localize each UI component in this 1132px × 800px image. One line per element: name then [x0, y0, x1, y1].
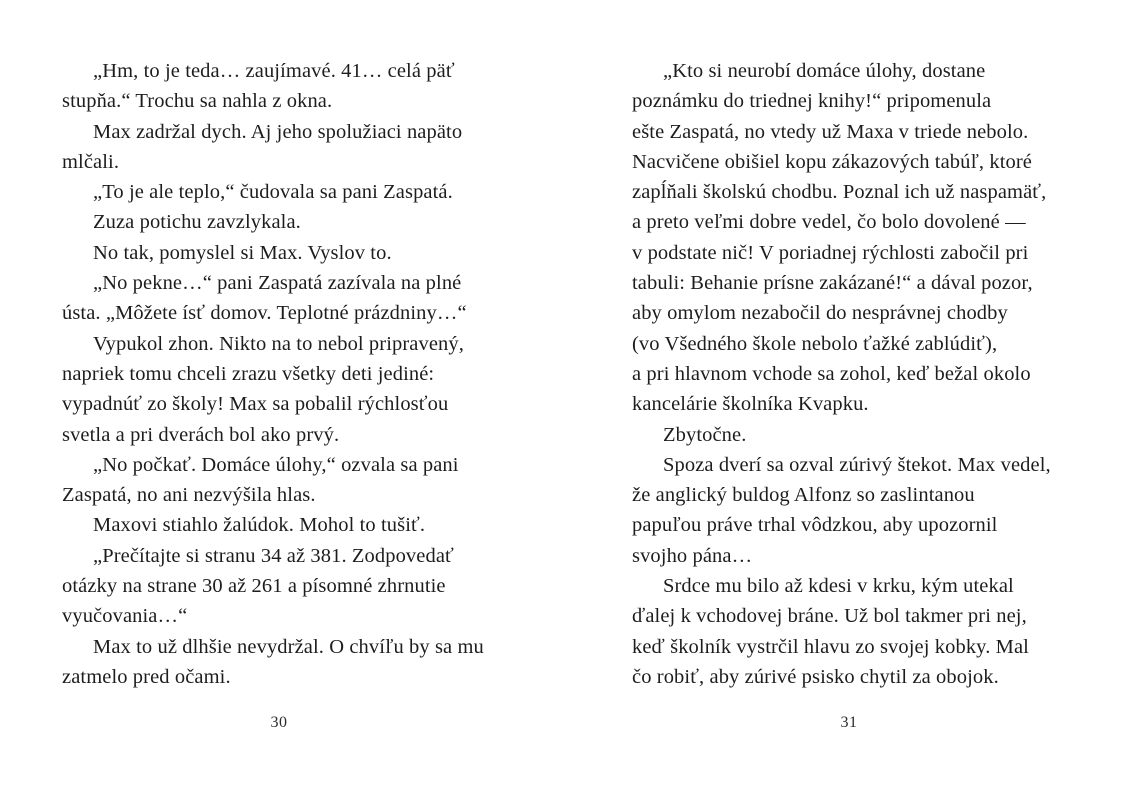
text-line: Max to už dlhšie nevydržal. O chvíľu by sa mu [93, 635, 484, 658]
text-line: Zuza potichu zavzlykala. [93, 211, 301, 234]
text-line: a pri hlavnom vchode sa zohol, keď bežal okolo [632, 362, 1031, 385]
text-line: vyučovania…“ [62, 605, 188, 628]
text-line: (vo Všedného škole nebolo ťažké zablúdiť), [632, 332, 998, 355]
text-line: čo robiť, aby zúrivé psisko chytil za obojok. [632, 665, 999, 688]
text-line: „Prečítajte si stranu 34 až 381. Zodpovedať [93, 544, 454, 567]
text-line: zapĺňali školskú chodbu. Poznal ich už naspamäť, [632, 181, 1047, 204]
text-line: mlčali. [62, 150, 120, 173]
text-line: Srdce mu bilo až kdesi v krku, kým utekal [663, 575, 1014, 598]
text-line: Zaspatá, no ani nezvýšila hlas. [62, 484, 316, 507]
book-page-right [632, 56, 1066, 731]
text-line: „To je ale teplo,“ čudovala sa pani Zaspatá. [93, 181, 453, 204]
text-line: „Hm, to je teda… zaujímavé. 41… celá päť [93, 60, 455, 82]
text-line: Zbytočne. [663, 423, 747, 446]
text-line: vypadnúť zo školy! Max sa pobalil rýchlosťou [62, 393, 449, 416]
page-text-block [632, 56, 1066, 692]
text-line: papuľou práve trhal vôdzkou, aby upozornil [632, 514, 998, 537]
text-line: zatmelo pred očami. [62, 665, 231, 688]
text-line: že anglický buldog Alfonz so zaslintanou [632, 484, 975, 507]
text-line: a preto veľmi dobre vedel, čo bolo dovolené — [632, 211, 1026, 234]
text-line: aby omylom nezabočil do nesprávnej chodby [632, 302, 1008, 325]
text-line: „No pekne…“ pani Zaspatá zazívala na plné [93, 272, 462, 295]
page-text-block [62, 56, 496, 692]
text-line: Maxovi stiahlo žalúdok. Mohol to tušiť. [93, 514, 426, 537]
text-line: No tak, pomyslel si Max. Vyslov to. [93, 241, 392, 264]
text-line: ešte Zaspatá, no vtedy už Maxa v triede nebolo. [632, 120, 1029, 143]
text-line: Spoza dverí sa ozval zúrivý štekot. Max vedel, [663, 453, 1051, 476]
text-line: kancelárie školníka Kvapku. [632, 393, 869, 416]
text-line: Max zadržal dych. Aj jeho spolužiaci napäto [93, 120, 463, 143]
text-line: stupňa.“ Trochu sa nahla z okna. [62, 90, 333, 113]
page-number: 30 [270, 714, 288, 731]
page-number: 31 [840, 714, 858, 731]
text-line: v podstate nič! V poriadnej rýchlosti zabočil pri [632, 241, 1029, 264]
text-line: „Kto si neurobí domáce úlohy, dostane [663, 60, 986, 82]
text-line: ďalej k vchodovej bráne. Už bol takmer pri nej, [632, 605, 1027, 628]
text-line: tabuli: Behanie prísne zakázané!“ a dával pozor, [632, 272, 1033, 295]
text-line: ústa. „Môžete ísť domov. Teplotné prázdniny…“ [62, 302, 467, 325]
book-page-left [62, 56, 496, 731]
text-line: keď školník vystrčil hlavu zo svojej kobky. Mal [632, 635, 1029, 658]
text-line: Vypukol zhon. Nikto na to nebol pripravený, [93, 332, 464, 355]
text-line: „No počkať. Domáce úlohy,“ ozvala sa pani [93, 453, 459, 476]
text-line: napriek tomu chceli zrazu všetky deti jediné: [62, 362, 435, 385]
text-line: svetla a pri dverách bol ako prvý. [62, 423, 340, 446]
text-line: svojho pána… [632, 544, 753, 567]
text-line: Nacvičene obišiel kopu zákazových tabúľ, ktoré [632, 150, 1032, 173]
text-line: poznámku do triednej knihy!“ pripomenula [632, 90, 992, 113]
text-line: otázky na strane 30 až 261 a písomné zhrnutie [62, 575, 446, 598]
